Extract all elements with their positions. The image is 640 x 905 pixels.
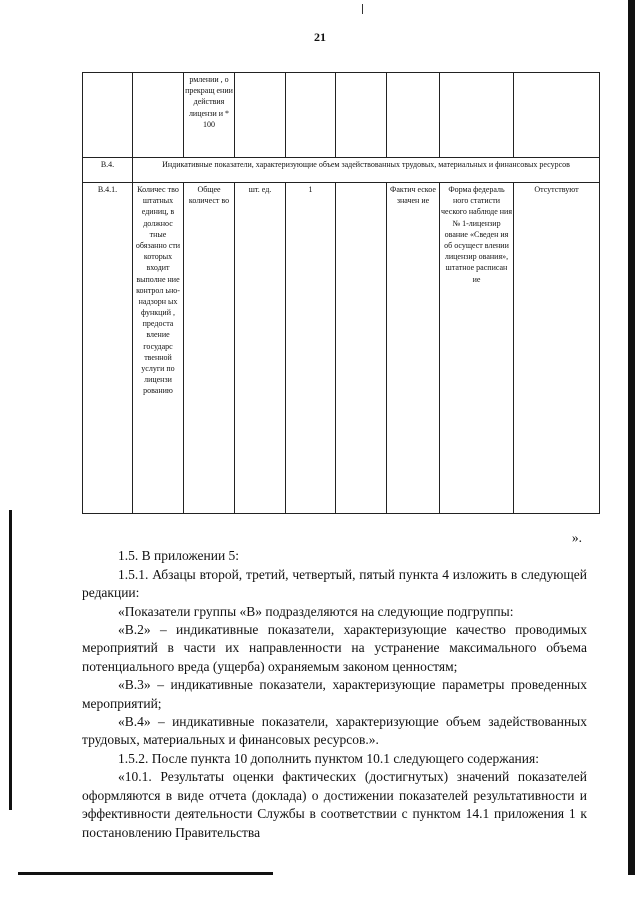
table-cell [514, 73, 600, 158]
indicator-name: Количес тво штатных единиц, в должнос тные обязанно сти которых входит выполне ние контрол ьно-надзорн ых функций , предоста вление государс твенной услуги по лицензи рованию [133, 183, 184, 514]
paragraph: 1.5. В приложении 5: [118, 548, 240, 564]
row-code: В.4.1. [83, 183, 133, 514]
table-cell [336, 73, 387, 158]
paragraph: «В.4» – индикативные показатели, характеризующие объем задействованных трудовых, материальных и финансовых ресурсов.». [82, 714, 587, 748]
paragraph: 1.5.1. Абзацы второй, третий, четвертый, пятый пункта 4 изложить в следующей редакции: [82, 566, 587, 601]
closing-quote: ». [571, 530, 582, 545]
group-title: Индикативные показатели, характеризующие объем задействованных трудовых, материальных и финансовых ресурсов [133, 158, 600, 183]
table-cell [286, 73, 336, 158]
scan-edge-mark [628, 0, 635, 875]
indicator-source: Форма федераль ного статисти ческого наблюде ния № 1-лицензир ование «Сведен ия об осущест влении лицензир ования», штатное расписан ие [440, 183, 514, 514]
scan-tick-mark [362, 4, 363, 14]
table-cell [83, 73, 133, 158]
table-row-b41 [83, 183, 600, 514]
table-cell [440, 73, 514, 158]
paragraph: 1.5.2. После пункта 10 дополнить пунктом 10.1 следующего содержания: [118, 750, 539, 766]
table-row-continuation [83, 73, 600, 158]
paragraph: «В.3» – индикативные показатели, характеризующие параметры проведенных мероприятий; [82, 677, 587, 711]
indicator-unit: шт. ед. [235, 183, 286, 514]
page-number: 21 [314, 30, 326, 44]
table-row-b4 [83, 158, 600, 183]
scan-edge-mark [18, 872, 273, 875]
indicator-formula: Общее количест во [184, 183, 235, 514]
paragraph: «В.2» – индикативные показатели, характеризующие качество проводимых мероприятий в части их направленности на устранение максимального объема потенциального вреда (ущерба) охраняемым законом ценностям; [82, 622, 587, 674]
row-code: В.4. [83, 158, 133, 183]
table-cell [133, 73, 184, 158]
body-text [82, 529, 587, 842]
indicator-table [82, 72, 600, 514]
scan-edge-mark [9, 510, 12, 810]
table-cell [336, 183, 387, 514]
paragraph: «10.1. Результаты оценки фактических (достигнутых) значений показателей оформляются в виде отчета (доклада) о достижении показателей результативности и эффективности деятельности Службы в соответствии с пунктом 14.1 приложения 1 к постановлению Правительства [82, 769, 587, 840]
indicator-value-type: Фактич еское значен ие [387, 183, 440, 514]
table-cell-formula-continued: рмлении , о прекращ ении действия лицензи и * 100 [184, 73, 235, 158]
indicator-note: Отсутствуют [514, 183, 600, 514]
paragraph: «Показатели группы «В» подразделяются на следующие подгруппы: [118, 603, 514, 619]
table-cell [235, 73, 286, 158]
indicator-target: 1 [286, 183, 336, 514]
table-cell [387, 73, 440, 158]
